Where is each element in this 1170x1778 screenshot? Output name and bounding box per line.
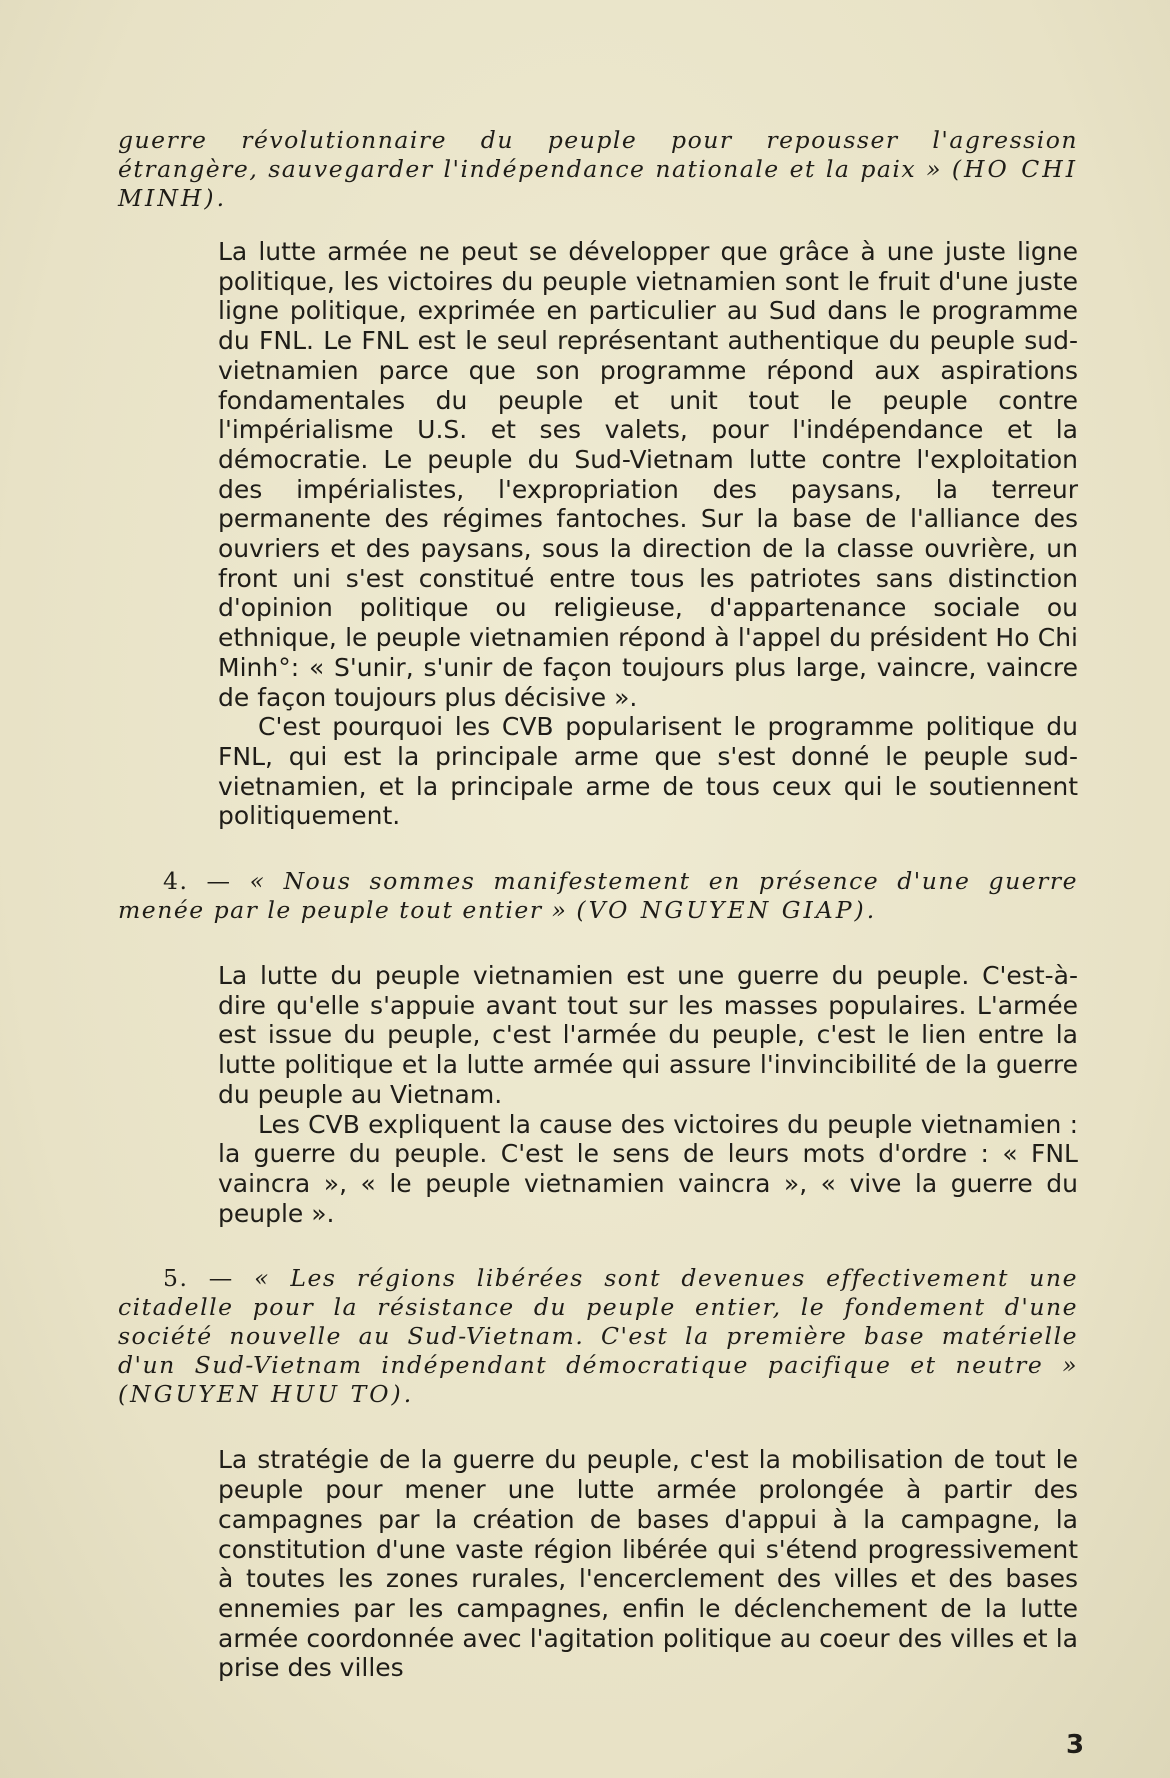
section-5-quote-text: « Les régions libérées sont devenues effectivement une citadelle pour la résistance du peuple entier, le fondement d'une société nouvelle au Sud-Vietnam. C'est la première base matérielle d'un Sud-Vietnam indépendant démocratique pacifique et neutre » <box>118 1264 1078 1380</box>
section-4-number: 4. — <box>163 867 232 896</box>
paragraph: C'est pourquoi les CVB popularisent le programme politique du FNL, qui est la principale arme que s'est donné le peuple sud-vietnamien, et la principale arme de tous ceux qui le soutiennent politiquement. <box>218 712 1078 831</box>
section-4-author: (VO NGUYEN GIAP). <box>576 896 878 925</box>
paragraph: La lutte du peuple vietnamien est une guerre du peuple. C'est-à-dire qu'elle s'appuie avant tout sur les masses populaires. L'armée est issue du peuple, c'est l'armée du peuple, c'est le lien entre la lutte politique et la lutte armée qui assure l'invincibilité de la guerre du peuple au Vietnam. <box>218 961 1078 1109</box>
section-4-body <box>218 961 1078 1228</box>
page-number: 3 <box>1066 1730 1085 1760</box>
section-4-quote <box>118 867 1078 925</box>
section-5-number: 5. — <box>163 1264 234 1293</box>
paragraph: La lutte armée ne peut se développer que grâce à une juste ligne politique, les victoires du peuple vietnamien sont le fruit d'une juste ligne politique, exprimée en particulier au Sud dans le programme du FNL. Le FNL est le seul représentant authentique du peuple sud-vietnamien parce que son programme répond aux aspirations fondamentales du peuple et unit tout le peuple contre l'impérialisme U.S. et ses valets, pour l'indépendance et la démocratie. Le peuple du Sud-Vietnam lutte contre l'exploitation des impérialistes, l'expropriation des paysans, la terreur permanente des régimes fantoches. Sur la base de l'alliance des ouvriers et des paysans, sous la direction de la classe ouvrière, un front uni s'est constitué entre tous les patriotes sans distinction d'opinion politique ou religieuse, d'appartenance sociale ou ethnique, le peuple vietnamien répond à l'appel du président Ho Chi Minh°: « S'unir, s'unir de façon toujours plus large, vaincre, vaincre de façon toujours plus décisive ». <box>218 237 1078 712</box>
section-5-quote <box>118 1264 1078 1409</box>
section-5-body <box>218 1445 1078 1683</box>
continued-quote-author: (HO CHI MINH). <box>118 155 1079 212</box>
page-content <box>118 126 1078 1683</box>
continued-quote-text: guerre révolutionnaire du peuple pour repousser l'agression étrangère, sauvegarder l'indépendance nationale et la paix » <box>118 126 1078 183</box>
section-3-body <box>218 237 1078 831</box>
paragraph: Les CVB expliquent la cause des victoires du peuple vietnamien : la guerre du peuple. C'est le sens de leurs mots d'ordre : « FNL vaincra », « le peuple vietnamien vaincra », « vive la guerre du peuple ». <box>218 1109 1078 1228</box>
continued-quote <box>118 126 1078 213</box>
section-4-quote-text: « Nous sommes manifestement en présence d'une guerre menée par le peuple tout entier » <box>118 867 1078 925</box>
section-5-author: (NGUYEN HUU TO). <box>118 1380 415 1409</box>
paragraph: La stratégie de la guerre du peuple, c'est la mobilisation de tout le peuple pour mener une lutte armée prolongée à partir des campagnes par la création de bases d'appui à la campagne, la constitution d'une vaste région libérée qui s'étend progressivement à toutes les zones rurales, l'encerclement des villes et des bases ennemies par les campagnes, enfin le déclenchement de la lutte armée coordonnée avec l'agitation politique au coeur des villes et la prise des villes <box>218 1445 1078 1683</box>
